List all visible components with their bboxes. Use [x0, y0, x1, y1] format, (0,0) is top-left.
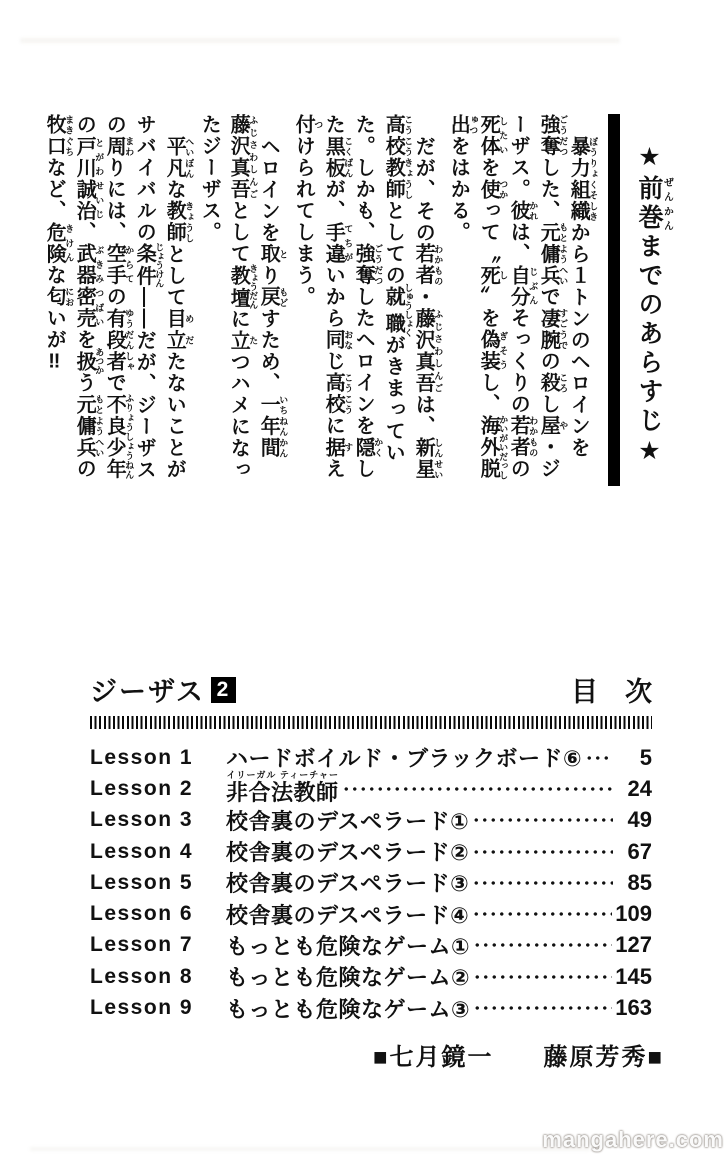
lesson-page-number: 5 [639, 744, 652, 770]
volume-badge: 2 [211, 677, 236, 703]
lesson-title: 校舎裏のデスペラード① [226, 808, 470, 834]
toc-lesson-row [90, 930, 652, 961]
lesson-title: ハードボイルド・ブラックボード⑥ [226, 746, 583, 772]
toc-lesson-row [90, 898, 652, 929]
lesson-page-number: 145 [615, 963, 652, 989]
lesson-title: 校舎裏のデスペラード② [226, 840, 470, 866]
toc-lesson-row [90, 836, 652, 867]
toc-header [90, 670, 652, 709]
lesson-title: 非合法教師イリーガル ティーチャー [226, 770, 339, 806]
toc-lesson-row [90, 742, 652, 773]
dot-leader [472, 867, 613, 898]
dot-leader [472, 805, 613, 836]
lesson-title: 校舎裏のデスペラード③ [226, 871, 470, 897]
dot-leader [342, 773, 613, 804]
watermark: mangahere.com [542, 1127, 724, 1152]
lesson-label: Lesson 2 [90, 776, 194, 800]
lesson-label: Lesson 8 [90, 964, 194, 988]
lesson-title: 校舎裏のデスペラード④ [226, 902, 470, 928]
lesson-page-number: 24 [627, 775, 652, 801]
dot-leader [473, 961, 612, 992]
lesson-page-number: 109 [615, 901, 652, 927]
lesson-page-number: 67 [627, 838, 652, 864]
lesson-page-number: 85 [627, 869, 652, 895]
synopsis-paragraph: 暴力組織 ぼうりょくそしきから１トンのヘロインを強奪 ごうだつした、元傭兵 もとようへいで凄腕 すごうでの殺 ころし屋 や・ジーザス。彼 かれは、自分 じぶんそっくりの若者 わかものの死体 したいを使 つかって〝死 し〟を偽装 ぎそうし、海外脱出かいがいだっしゅつをはかる。 [447, 114, 599, 480]
toc-lesson-row [90, 961, 652, 992]
lesson-label: Lesson 5 [90, 870, 194, 894]
lesson-title: もっとも危険なゲーム③ [226, 996, 471, 1022]
lesson-title: もっとも危険なゲーム② [226, 965, 471, 991]
synopsis-paragraph: ヘロインを取 とり戻 もどすため、一年間 いちねんかん藤沢真吾 ふじさわしんごとして教壇 きょうだんに立 たつハメになったジーザス。 [198, 114, 289, 481]
lesson-label: Lesson 9 [90, 996, 194, 1020]
lesson-label: Lesson 7 [90, 933, 194, 957]
lesson-label: Lesson 4 [90, 839, 194, 863]
series-title [90, 670, 236, 709]
lesson-label: Lesson 1 [90, 745, 194, 769]
lesson-page-number: 127 [615, 932, 652, 958]
dot-leader [473, 992, 612, 1023]
lesson-label: Lesson 3 [90, 808, 194, 832]
scan-noise-bottom [30, 1147, 590, 1151]
synopsis-paragraph: だが、その若者 わかもの・藤沢真吾 ふじさわしんごは、新星高校教師しんせいこうこうきょうしとしての就職 しゅうしょくがきまっていた。しかも、強奪 ごうだつしたヘロインを隠 かくした黒板 こくばんが、手違 てちがいから同 おなじ高校 こうこうに据 すえ付 つけられてしまう。 [292, 114, 444, 480]
synopsis-block [39, 114, 672, 486]
synopsis-paragraph: 平凡 へいぼんな教師 きょうしとして目立 めだたないことがサバイバルの条件 じょうけん――だが、ジーザスの周 まわりには、空手 からての有段者 ゆうだんしゃで不良少年 ふりょうしょうねんの戸川誠治 とがわせいじ、武器密売 ぶきみつばいを扱 あつかう元傭兵 もとようへいの牧口 まきぐちなど、危険 きけんな匂 においが‼ [43, 114, 195, 481]
toc-lesson-row [90, 805, 652, 836]
toc-lesson-row [90, 770, 652, 806]
author-credits [373, 1037, 664, 1072]
synopsis-heading: ★前巻ぜんかんまでのあらすじ★ [608, 114, 672, 486]
dot-leader [472, 836, 613, 867]
lesson-list [90, 742, 652, 1024]
series-title-text: ジーザス [90, 677, 205, 707]
dot-leader [472, 898, 612, 929]
dot-leader [473, 930, 612, 961]
lesson-page-number: 163 [615, 995, 652, 1021]
artist-credit: 藤原芳秀■ [543, 1044, 664, 1071]
lesson-page-number: 49 [627, 807, 652, 833]
toc-lesson-row [90, 992, 652, 1023]
table-of-contents [90, 670, 652, 1024]
writer-credit: ■七月鏡一 [373, 1044, 494, 1071]
synopsis-body [39, 114, 598, 486]
toc-heading: 目 次 [571, 677, 652, 707]
striped-rule [90, 716, 652, 729]
lesson-label: Lesson 6 [90, 902, 194, 926]
dot-leader [585, 742, 613, 773]
scan-noise-top [20, 38, 620, 43]
toc-lesson-row [90, 867, 652, 898]
lesson-title: もっとも危険なゲーム① [226, 933, 471, 959]
